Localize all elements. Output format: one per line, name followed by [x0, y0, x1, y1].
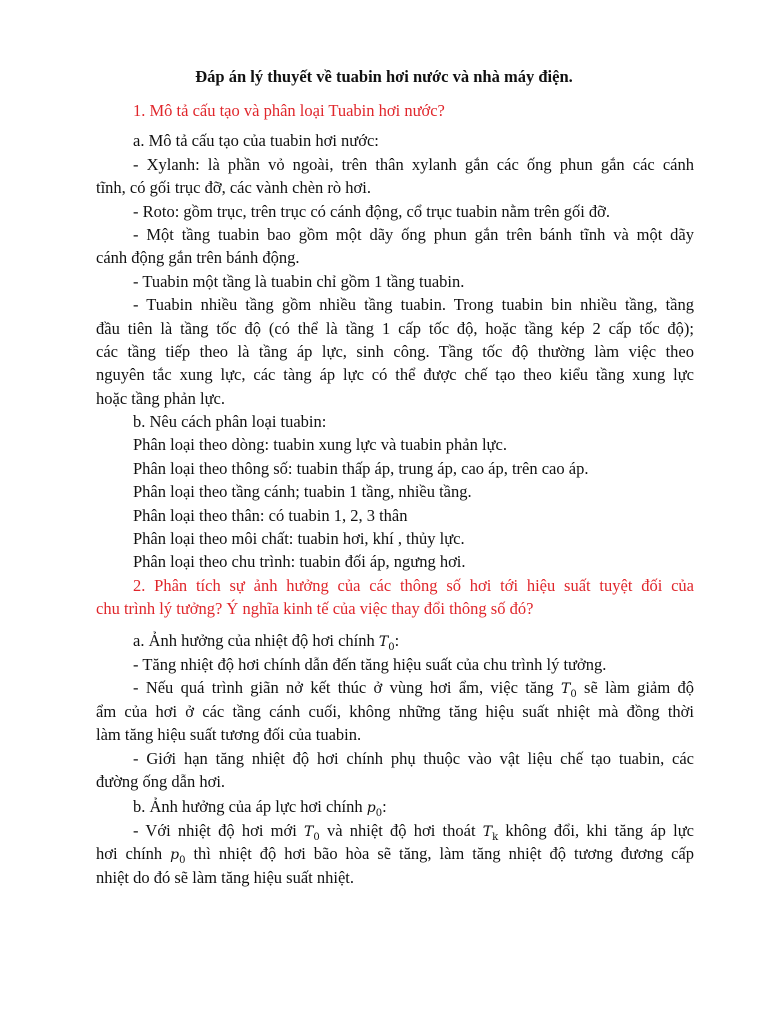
p0-symbol: $p_0$ [170, 847, 186, 866]
classify-flow: Phân loại theo dòng: tuabin xung lực và tuabin phản lực. [133, 435, 507, 454]
section-2b-line-1: - Với nhiệt độ hơi mới $T_0$ và nhiệt độ hơi thoát $T_k$ không đổi, khi tăng áp lực [133, 821, 694, 843]
classify-medium: Phân loại theo môi chất: tuabin hơi, khí , thủy lực. [133, 529, 465, 548]
mot-tang-line: - Tuabin một tầng là tuabin chỉ gồm 1 tầng tuabin. [133, 272, 465, 291]
section-1a-label: a. Mô tả cấu tạo của tuabin hơi nước: [133, 131, 379, 150]
section-2-heading-line-1: 2. Phân tích sự ảnh hưởng của các thông số hơi tới hiệu suất tuyệt đối của [133, 576, 694, 595]
T0-symbol: $T_0$ [304, 824, 320, 843]
nhieu-tang-line-1: - Tuabin nhiều tầng gồm nhiều tầng tuabin. Trong tuabin bin nhiều tầng, tầng [133, 295, 694, 314]
section-2b-line-2: hơi chính $p_0$ thì nhiệt độ hơi bão hòa sẽ tăng, làm tăng nhiệt độ tương đương cấp [96, 844, 694, 866]
section-2b-label: b. Ảnh hưởng của áp lực hơi chính $p_0$: [133, 797, 387, 819]
xylanh-line-1: - Xylanh: là phần vỏ ngoài, trên thân xylanh gắn các ống phun gắn các cánh [133, 155, 694, 174]
section-2a-line-3: ẩm của hơi ở các tầng cánh cuối, không những tăng hiệu suất nhiệt mà đồng thời [96, 702, 694, 721]
tang-line-1: - Một tầng tuabin bao gồm một dãy ống phun gắn trên bánh tĩnh và một dãy [133, 225, 694, 244]
section-2a-label: a. Ảnh hưởng của nhiệt độ hơi chính $T_0$: [133, 631, 400, 653]
section-1b-label: b. Nêu cách phân loại tuabin: [133, 412, 327, 431]
nhieu-tang-line-3: các tầng tiếp theo là tầng áp lực, sinh công. Tầng tốc độ thường làm việc theo [96, 342, 694, 361]
classify-stages: Phân loại theo tầng cánh; tuabin 1 tầng, nhiều tầng. [133, 482, 472, 501]
section-2a-line-1: - Tăng nhiệt độ hơi chính dẫn đến tăng hiệu suất của chu trình lý tưởng. [133, 655, 607, 674]
section-2a-line-5: - Giới hạn tăng nhiệt độ hơi chính phụ thuộc vào vật liệu chế tạo tuabin, các [133, 749, 694, 768]
T0-symbol: $T_0$ [560, 681, 577, 700]
p0-symbol: $p_0$ [366, 800, 383, 819]
classify-parameters: Phân loại theo thông số: tuabin thấp áp, trung áp, cao áp, trên cao áp. [133, 459, 589, 478]
nhieu-tang-line-2: đầu tiên là tầng tốc độ (có thể là tầng 1 cấp tốc độ, hoặc tầng kép 2 cấp tốc độ); [96, 319, 694, 338]
roto-line: - Roto: gồm trục, trên trục có cánh động, cổ trục tuabin nằm trên gối đỡ. [133, 202, 611, 221]
T0-symbol: $T_0$ [378, 634, 395, 653]
nhieu-tang-line-4: nguyên tắc xung lực, các tàng áp lực có thể được chế tạo theo kiểu tầng xung lực [96, 365, 694, 384]
section-1-heading: 1. Mô tả cấu tạo và phân loại Tuabin hơi nước? [133, 101, 445, 120]
section-2a-line-2: - Nếu quá trình giãn nở kết thúc ở vùng hơi ẩm, việc tăng $T_0$ sẽ làm giảm độ [133, 678, 694, 700]
page-title: Đáp án lý thuyết về tuabin hơi nước và nhà máy điện. [195, 67, 573, 86]
Tk-symbol: $T_k$ [482, 824, 499, 843]
classify-cycle: Phân loại theo chu trình: tuabin đối áp, ngưng hơi. [133, 552, 466, 571]
section-2a-line-6: đường ống dẫn hơi. [96, 772, 226, 791]
section-2-heading-line-2: chu trình lý tưởng? Ý nghĩa kinh tế của việc thay đổi thông số đó? [96, 599, 534, 618]
tang-line-2: cánh động gắn trên bánh động. [96, 248, 300, 267]
classify-casings: Phân loại theo thân: có tuabin 1, 2, 3 thân [133, 506, 408, 525]
xylanh-line-2: tĩnh, có gối trục đỡ, các vành chèn rò hơi. [96, 178, 371, 197]
section-2b-line-3: nhiệt do đó sẽ làm tăng hiệu suất nhiệt. [96, 868, 354, 887]
section-2a-line-4: làm tăng hiệu suất tương đối của tuabin. [96, 725, 362, 744]
nhieu-tang-line-5: hoặc tầng phản lực. [96, 389, 225, 408]
